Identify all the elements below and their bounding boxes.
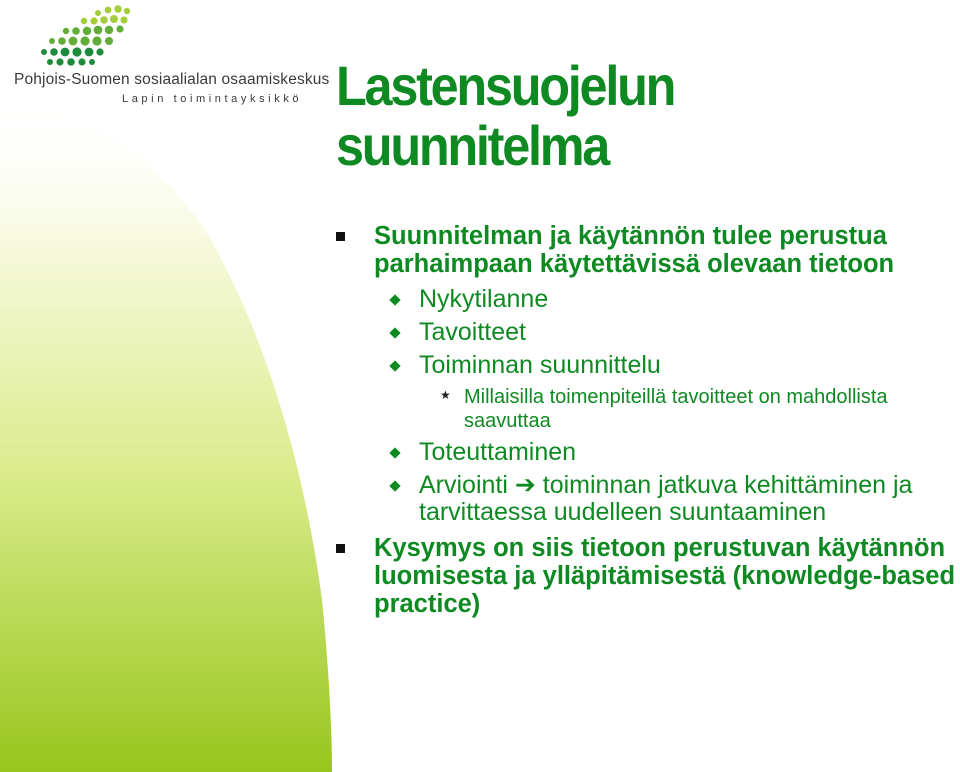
diamond-bullet-icon	[389, 480, 400, 491]
square-bullet-icon	[336, 544, 345, 553]
bullet-item-main-2	[336, 534, 956, 618]
organization-logo	[14, 4, 330, 108]
diamond-bullet-icon	[389, 360, 400, 371]
bullet-text: Nykytilanne	[419, 285, 549, 313]
dots-logo-icon	[36, 4, 132, 74]
bullet-item-main-1	[336, 222, 956, 278]
organization-unit: Lapin toimintayksikkö	[122, 93, 303, 105]
square-bullet-icon	[336, 232, 345, 241]
bullet-item-arviointi	[336, 472, 956, 526]
bullet-item-tavoitteet	[336, 319, 956, 346]
bullet-text: Arviointi ➔ toiminnan jatkuva kehittäminen ja tarvittaessa uudelleen suuntaaminen	[419, 471, 913, 526]
organization-name: Pohjois-Suomen sosiaalialan osaamiskeskus	[14, 71, 330, 88]
bullet-item-nykytilanne	[336, 286, 956, 313]
slide-title-line-2: suunnitelma	[336, 114, 609, 177]
diamond-bullet-icon	[389, 294, 400, 305]
bullet-item-millaisilla	[336, 385, 956, 433]
bullet-item-toiminnan-suunnittelu	[336, 352, 956, 379]
bullet-text: Millaisilla toimenpiteillä tavoitteet on mahdollista saavuttaa	[464, 386, 888, 432]
bullet-list	[336, 222, 956, 618]
bullet-text: Toiminnan suunnittelu	[419, 351, 661, 379]
star-bullet-icon: ★	[440, 388, 451, 402]
bullet-text: Toteuttaminen	[419, 438, 577, 466]
bullet-text: Kysymys on siis tietoon perustuvan käytännön luomisesta ja ylläpitämisestä (knowledge-based practice)	[374, 534, 956, 618]
slide-title-line-1: Lastensuojelun	[336, 54, 675, 117]
diamond-bullet-icon	[389, 447, 400, 458]
diamond-bullet-icon	[389, 327, 400, 338]
bullet-text: Tavoitteet	[419, 318, 527, 346]
bullet-text: Suunnitelman ja käytännön tulee perustua parhaimpaan käytettävissä olevaan tietoon	[374, 222, 895, 278]
slide-title	[336, 56, 674, 176]
bullet-item-toteuttaminen	[336, 439, 956, 466]
